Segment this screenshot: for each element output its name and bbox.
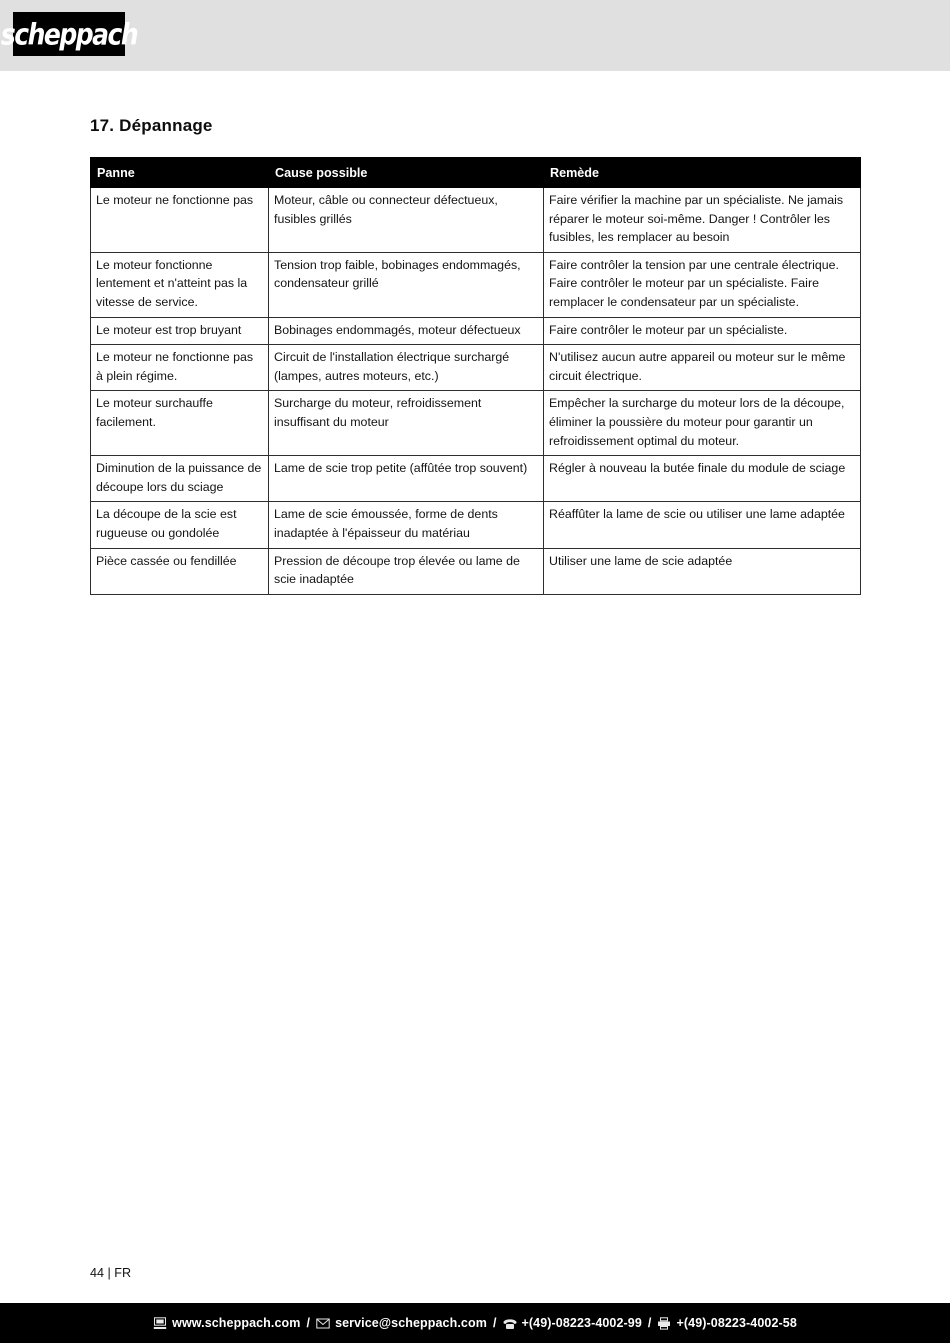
table-row [91,548,861,594]
footer-phone [503,1316,642,1330]
table-row [91,188,861,253]
panne-cell: Pièce cassée ou fendillée [91,548,269,594]
footer-email-label: service@scheppach.com [335,1316,487,1330]
logo-text: scheppach [0,16,138,52]
footer-separator: / [492,1316,497,1330]
email-icon [316,1317,330,1330]
footer-email [316,1316,487,1330]
footer-fax [657,1316,796,1330]
cause-cell: Tension trop faible, bobinages endommagés, condensateur grillé [269,252,544,317]
page-number: 44 | FR [90,1266,132,1280]
remede-cell: Faire vérifier la machine par un spécialiste. Ne jamais réparer le moteur soi-même. Danger ! Contrôler les fusibles, les remplacer au besoin [544,188,861,253]
cause-cell: Circuit de l'installation électrique surchargé (lampes, autres moteurs, etc.) [269,345,544,391]
table-row [91,345,861,391]
panne-cell: Le moteur ne fonctionne pas à plein régime. [91,345,269,391]
cause-cell: Moteur, câble ou connecteur défectueux, fusibles grillés [269,188,544,253]
panne-cell: La découpe de la scie est rugueuse ou gondolée [91,502,269,548]
header-band [0,0,950,71]
footer-website [153,1316,300,1330]
panne-cell: Le moteur est trop bruyant [91,317,269,345]
remede-cell: N'utilisez aucun autre appareil ou moteur sur le même circuit électrique. [544,345,861,391]
cause-cell: Pression de découpe trop élevée ou lame de scie inadaptée [269,548,544,594]
phone-icon [503,1317,517,1330]
panne-cell: Diminution de la puissance de découpe lors du sciage [91,456,269,502]
table-row [91,317,861,345]
scheppach-logo [0,12,138,56]
footer-separator: / [306,1316,311,1330]
table-header-row [91,158,861,188]
footer-contact-bar [0,1303,950,1343]
panne-cell: Le moteur surchauffe facilement. [91,391,269,456]
panne-cell: Le moteur ne fonctionne pas [91,188,269,253]
cause-cell: Lame de scie émoussée, forme de dents inadaptée à l'épaisseur du matériau [269,502,544,548]
panne-cell: Le moteur fonctionne lentement et n'atteint pas la vitesse de service. [91,252,269,317]
remede-cell: Réaffûter la lame de scie ou utiliser une lame adaptée [544,502,861,548]
footer-phone-label: +(49)-08223-4002-99 [521,1316,642,1330]
table-row [91,502,861,548]
computer-icon [153,1317,167,1330]
footer-website-label: www.scheppach.com [172,1316,301,1330]
remede-cell: Faire contrôler la tension par une centrale électrique. Faire contrôler le moteur par un spécialiste. Faire remplacer le condensateur par un spécialiste. [544,252,861,317]
footer-separator: / [647,1316,652,1330]
remede-cell: Empêcher la surcharge du moteur lors de la découpe, éliminer la poussière du moteur pour garantir un refroidissement optimal du moteur. [544,391,861,456]
cause-cell: Bobinages endommagés, moteur défectueux [269,317,544,345]
table-row [91,252,861,317]
remede-cell: Régler à nouveau la butée finale du module de sciage [544,456,861,502]
cause-cell: Lame de scie trop petite (affûtée trop souvent) [269,456,544,502]
column-header-remede: Remède [544,158,861,188]
footer-fax-label: +(49)-08223-4002-58 [676,1316,797,1330]
fax-icon [657,1317,671,1330]
column-header-cause: Cause possible [269,158,544,188]
remede-cell: Utiliser une lame de scie adaptée [544,548,861,594]
column-header-panne: Panne [91,158,269,188]
remede-cell: Faire contrôler le moteur par un spécialiste. [544,317,861,345]
page-title: 17. Dépannage [90,116,213,135]
table-row [91,456,861,502]
cause-cell: Surcharge du moteur, refroidissement insuffisant du moteur [269,391,544,456]
troubleshooting-table [90,157,861,595]
table-row [91,391,861,456]
